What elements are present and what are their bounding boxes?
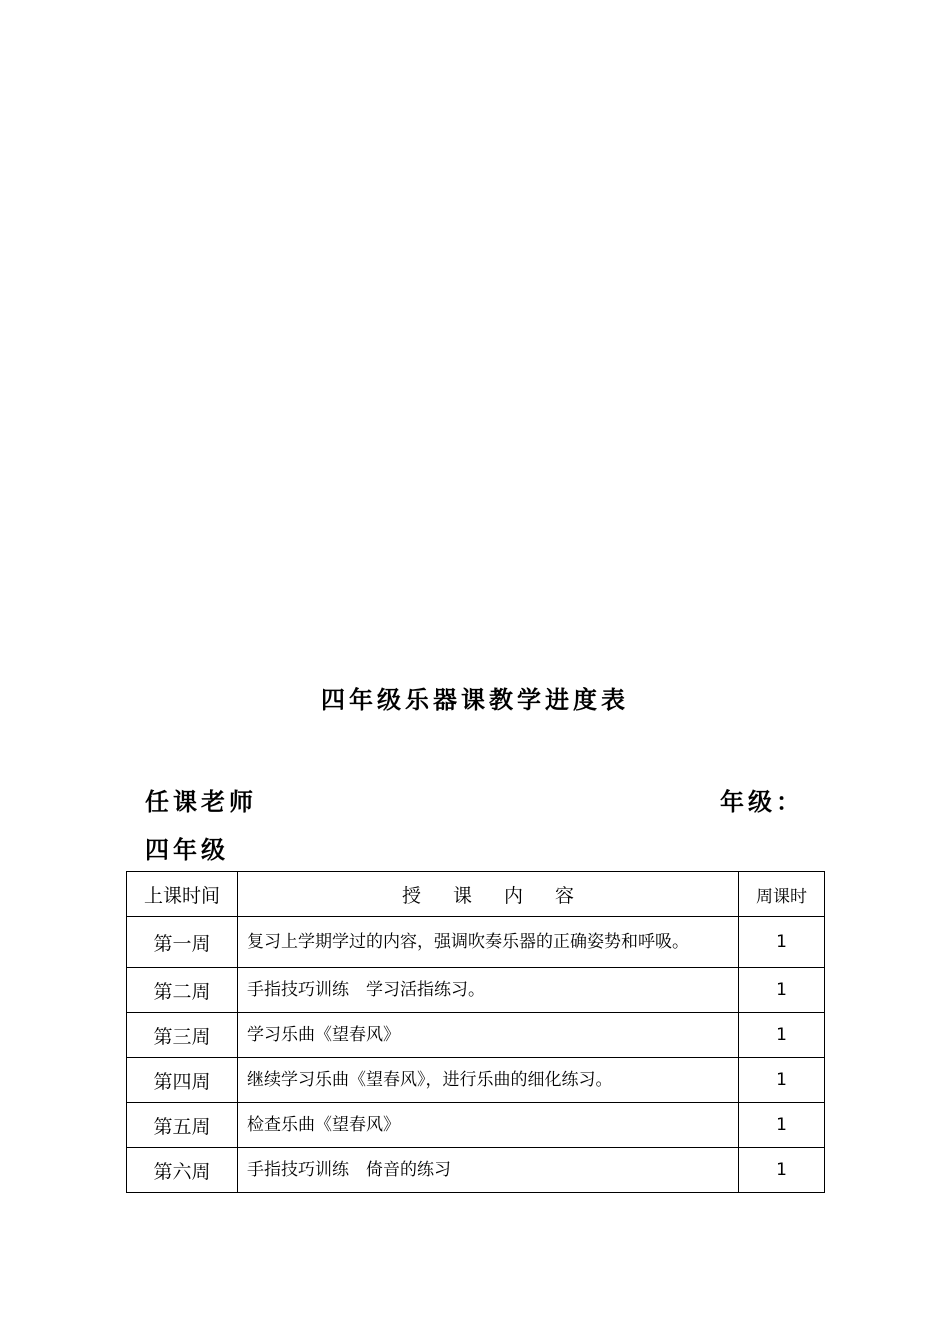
- table-row: [127, 1058, 825, 1103]
- row-week: 第四周: [127, 1058, 238, 1103]
- row-week: 第五周: [127, 1103, 238, 1148]
- table-row: [127, 917, 825, 968]
- row-hours: 1: [739, 1013, 825, 1058]
- row-hours: 1: [739, 1148, 825, 1193]
- row-week: 第三周: [127, 1013, 238, 1058]
- row-content: 学习乐曲《望春风》: [238, 1013, 739, 1058]
- page-title: 四年级乐器课教学进度表: [321, 686, 629, 714]
- row-content: 手指技巧训练 学习活指练习。: [238, 968, 739, 1013]
- header-week: 上课时间: [127, 872, 238, 917]
- row-hours: 1: [739, 1103, 825, 1148]
- row-content: 手指技巧训练 倚音的练习: [238, 1148, 739, 1193]
- grade-value: 四年级: [145, 836, 229, 864]
- header-content-part: 容: [555, 884, 575, 907]
- header-content: [238, 872, 739, 917]
- header-hours: 周课时: [739, 872, 825, 917]
- table-header-row: [127, 872, 825, 917]
- table-row: [127, 1013, 825, 1058]
- header-content-part: 授: [401, 884, 421, 907]
- table-row: [127, 1103, 825, 1148]
- table-row: [127, 1148, 825, 1193]
- grade-label: 年级：: [720, 788, 804, 816]
- row-hours: 1: [739, 1058, 825, 1103]
- row-content: 检查乐曲《望春风》: [238, 1103, 739, 1148]
- table-row: [127, 968, 825, 1013]
- row-content: 复习上学期学过的内容，强调吹奏乐器的正确姿势和呼吸。: [238, 917, 739, 968]
- row-hours: 1: [739, 968, 825, 1013]
- row-week: 第一周: [127, 917, 238, 968]
- row-hours: 1: [739, 917, 825, 968]
- header-content-part: 内: [504, 884, 524, 907]
- header-content-part: 课: [452, 884, 472, 907]
- row-week: 第六周: [127, 1148, 238, 1193]
- row-content: 继续学习乐曲《望春风》，进行乐曲的细化练习。: [238, 1058, 739, 1103]
- row-week: 第二周: [127, 968, 238, 1013]
- schedule-table: [126, 871, 825, 1193]
- teacher-label: 任课老师: [145, 788, 257, 816]
